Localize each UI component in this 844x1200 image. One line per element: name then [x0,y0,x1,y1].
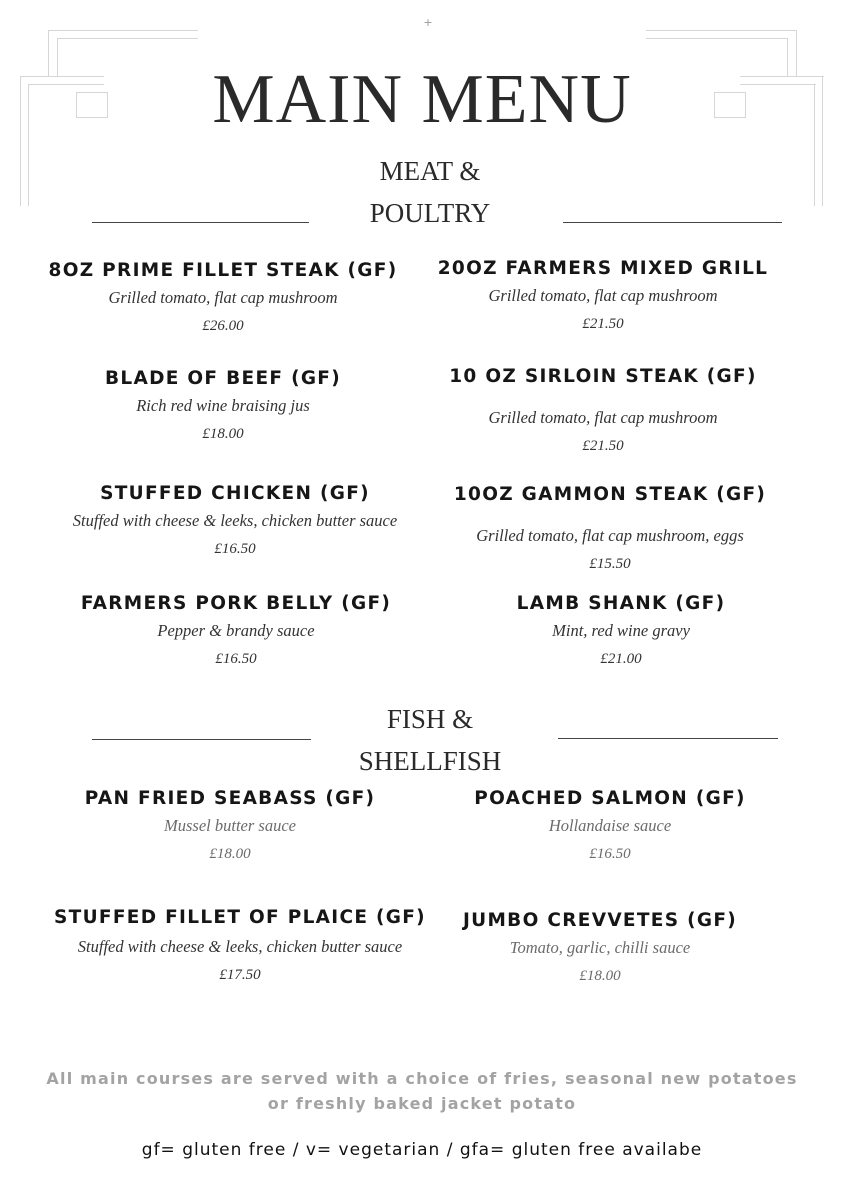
section-rule-right [558,738,778,739]
item-description: Mussel butter sauce [164,816,296,835]
menu-item [35,481,435,563]
item-description: Tomato, garlic, chilli sauce [509,938,691,957]
section-rule-right [563,222,782,223]
section-rule-left [92,222,309,223]
item-price: £16.50 [589,846,631,862]
served-with-note: All main courses are served with a choice of fries, seasonal new potatoes or freshly baked jacket potato [46,1069,798,1113]
menu-item [23,366,423,448]
menu-item [400,908,800,990]
item-description: Grilled tomato, flat cap mushroom [108,288,338,307]
item-price: £15.50 [589,556,631,572]
section-heading-fish [322,698,538,782]
item-price: £18.00 [202,426,244,442]
item-description: Stuffed with cheese & leeks, chicken butter sauce [72,511,398,530]
menu-item [23,258,423,340]
item-name: 10 OZ SIRLOIN STEAK (GF) [449,366,757,387]
item-name: BLADE OF BEEF (GF) [104,368,342,389]
item-name: JUMBO CREVVETES (GF) [462,910,738,931]
item-name: 20OZ FARMERS MIXED GRILL [437,258,769,279]
dietary-legend: gf= gluten free / v= vegetarian / gfa= gluten free availabe [141,1140,703,1160]
item-price: £17.50 [219,967,261,983]
star-ornament: + [423,16,433,29]
item-description: Grilled tomato, flat cap mushroom [488,286,718,305]
section-heading-line: MEAT & [379,156,481,186]
item-description: Hollandaise sauce [548,816,672,835]
item-price: £21.50 [582,316,624,332]
item-price: £26.00 [202,318,244,334]
item-description: Rich red wine braising jus [136,396,310,415]
menu-item [30,786,430,868]
item-price: £18.00 [209,846,251,862]
section-heading-meat [322,150,538,234]
item-price: £16.50 [214,541,256,557]
item-description: Mint, red wine gravy [552,621,690,640]
item-name: PAN FRIED SEABASS (GF) [84,788,376,809]
menu-item [403,256,803,338]
menu-title: MAIN MENU [212,61,632,138]
item-price: £21.50 [582,438,624,454]
menu-item [403,364,803,460]
item-description: Grilled tomato, flat cap mushroom [488,408,718,427]
item-name: STUFFED FILLET OF PLAICE (GF) [54,907,426,928]
menu-item [410,482,810,578]
menu-item [36,591,436,673]
item-name: POACHED SALMON (GF) [474,788,746,809]
menu-item [40,905,440,989]
menu-item [421,591,821,673]
item-price: £16.50 [215,651,257,667]
item-name: 10OZ GAMMON STEAK (GF) [453,484,767,505]
menu-item [410,786,810,868]
item-name: LAMB SHANK (GF) [516,593,726,614]
item-name: 8OZ PRIME FILLET STEAK (GF) [48,260,398,281]
item-description: Grilled tomato, flat cap mushroom, eggs [476,526,744,545]
section-heading-line: POULTRY [369,198,491,228]
item-name: FARMERS PORK BELLY (GF) [80,593,392,614]
item-price: £18.00 [579,968,621,984]
section-heading-line: FISH & [386,704,474,734]
section-rule-left [92,739,311,740]
item-description: Stuffed with cheese & leeks, chicken butter sauce [77,937,403,956]
item-description: Pepper & brandy sauce [157,621,315,640]
item-name: STUFFED CHICKEN (GF) [100,483,370,504]
item-price: £21.00 [600,651,642,667]
section-heading-line: SHELLFISH [358,746,502,776]
